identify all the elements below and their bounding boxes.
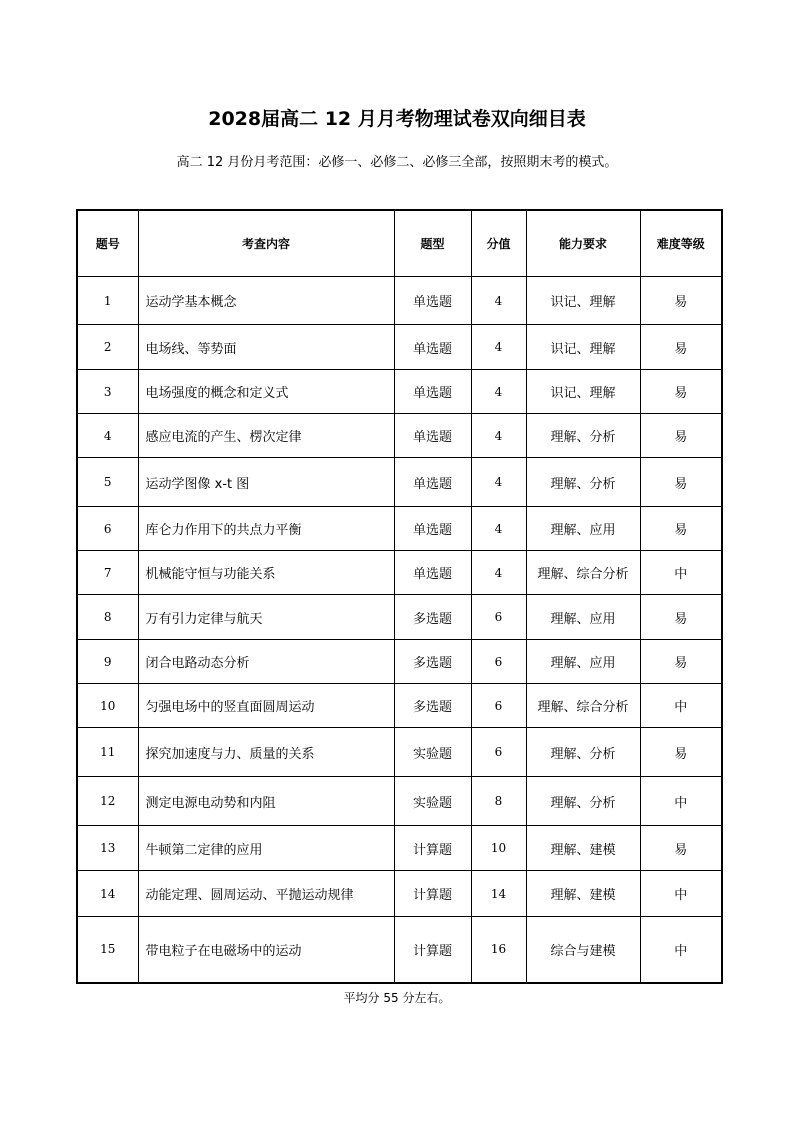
exam-scope-note: 高二 12 月份月考范围：必修一、必修二、必修三全部，按照期末考的模式。 <box>176 155 618 170</box>
table-row <box>77 684 722 728</box>
cell-difficulty: 易 <box>640 277 722 325</box>
table-row <box>77 277 722 325</box>
cell-content: 带电粒子在电磁场中的运动 <box>138 917 394 983</box>
cell-question-number: 6 <box>77 507 138 551</box>
cell-ability: 综合与建模 <box>526 917 640 983</box>
cell-question-type: 多选题 <box>394 640 471 684</box>
cell-ability: 理解、分析 <box>526 458 640 507</box>
cell-score: 6 <box>471 640 526 684</box>
cell-question-type: 实验题 <box>394 728 471 777</box>
cell-score: 14 <box>471 871 526 917</box>
header-score: 分值 <box>471 210 526 277</box>
cell-question-type: 单选题 <box>394 414 471 458</box>
cell-ability: 识记、理解 <box>526 325 640 370</box>
cell-content: 感应电流的产生、楞次定律 <box>138 414 394 458</box>
cell-difficulty: 易 <box>640 325 722 370</box>
cell-difficulty: 易 <box>640 507 722 551</box>
cell-question-number: 5 <box>77 458 138 507</box>
cell-question-type: 单选题 <box>394 458 471 507</box>
table-row <box>77 414 722 458</box>
cell-question-type: 实验题 <box>394 777 471 826</box>
cell-question-number: 15 <box>77 917 138 983</box>
cell-score: 6 <box>471 595 526 640</box>
cell-question-type: 计算题 <box>394 826 471 871</box>
cell-ability: 理解、综合分析 <box>526 551 640 595</box>
cell-content: 探究加速度与力、质量的关系 <box>138 728 394 777</box>
cell-ability: 理解、建模 <box>526 871 640 917</box>
cell-score: 4 <box>471 507 526 551</box>
cell-score: 4 <box>471 325 526 370</box>
cell-ability: 理解、综合分析 <box>526 684 640 728</box>
cell-question-type: 单选题 <box>394 277 471 325</box>
cell-ability: 理解、应用 <box>526 640 640 684</box>
cell-content: 电场强度的概念和定义式 <box>138 370 394 414</box>
cell-content: 运动学图像 x-t 图 <box>138 458 394 507</box>
table-row <box>77 777 722 826</box>
cell-content: 闭合电路动态分析 <box>138 640 394 684</box>
cell-question-type: 单选题 <box>394 551 471 595</box>
cell-question-number: 14 <box>77 871 138 917</box>
header-ability: 能力要求 <box>526 210 640 277</box>
cell-score: 16 <box>471 917 526 983</box>
cell-score: 4 <box>471 277 526 325</box>
table-row <box>77 507 722 551</box>
header-content: 考查内容 <box>138 210 394 277</box>
cell-question-number: 4 <box>77 414 138 458</box>
table-row <box>77 551 722 595</box>
cell-question-number: 3 <box>77 370 138 414</box>
cell-content: 测定电源电动势和内阻 <box>138 777 394 826</box>
cell-score: 4 <box>471 414 526 458</box>
header-question-type: 题型 <box>394 210 471 277</box>
cell-difficulty: 中 <box>640 551 722 595</box>
cell-question-number: 10 <box>77 684 138 728</box>
cell-difficulty: 易 <box>640 458 722 507</box>
cell-score: 4 <box>471 551 526 595</box>
cell-ability: 理解、分析 <box>526 777 640 826</box>
cell-ability: 理解、建模 <box>526 826 640 871</box>
table-row <box>77 871 722 917</box>
cell-difficulty: 中 <box>640 917 722 983</box>
cell-score: 6 <box>471 728 526 777</box>
cell-difficulty: 易 <box>640 370 722 414</box>
table-row <box>77 826 722 871</box>
cell-question-type: 单选题 <box>394 507 471 551</box>
cell-difficulty: 易 <box>640 414 722 458</box>
cell-score: 6 <box>471 684 526 728</box>
cell-question-number: 12 <box>77 777 138 826</box>
cell-question-type: 计算题 <box>394 871 471 917</box>
cell-ability: 理解、应用 <box>526 507 640 551</box>
table-row <box>77 458 722 507</box>
cell-difficulty: 易 <box>640 640 722 684</box>
cell-difficulty: 中 <box>640 871 722 917</box>
cell-question-type: 多选题 <box>394 684 471 728</box>
document-title: 2028届高二 12 月月考物理试卷双向细目表 <box>208 108 586 130</box>
cell-ability: 识记、理解 <box>526 370 640 414</box>
cell-score: 10 <box>471 826 526 871</box>
cell-content: 牛顿第二定律的应用 <box>138 826 394 871</box>
cell-question-number: 11 <box>77 728 138 777</box>
cell-content: 动能定理、圆周运动、平抛运动规律 <box>138 871 394 917</box>
cell-content: 万有引力定律与航天 <box>138 595 394 640</box>
table-row <box>77 640 722 684</box>
cell-difficulty: 中 <box>640 684 722 728</box>
header-difficulty: 难度等级 <box>640 210 722 277</box>
specification-table <box>76 209 723 984</box>
cell-ability: 理解、分析 <box>526 414 640 458</box>
cell-question-number: 2 <box>77 325 138 370</box>
cell-question-number: 9 <box>77 640 138 684</box>
cell-difficulty: 易 <box>640 728 722 777</box>
cell-question-number: 13 <box>77 826 138 871</box>
cell-question-number: 8 <box>77 595 138 640</box>
cell-content: 电场线、等势面 <box>138 325 394 370</box>
table-header-row <box>77 210 722 277</box>
cell-difficulty: 中 <box>640 777 722 826</box>
cell-question-number: 1 <box>77 277 138 325</box>
table-row <box>77 728 722 777</box>
cell-ability: 识记、理解 <box>526 277 640 325</box>
cell-score: 8 <box>471 777 526 826</box>
cell-content: 匀强电场中的竖直面圆周运动 <box>138 684 394 728</box>
cell-question-type: 计算题 <box>394 917 471 983</box>
average-score-note: 平均分 55 分左右。 <box>343 991 451 1005</box>
cell-question-type: 单选题 <box>394 370 471 414</box>
cell-difficulty: 易 <box>640 595 722 640</box>
cell-ability: 理解、应用 <box>526 595 640 640</box>
cell-content: 机械能守恒与功能关系 <box>138 551 394 595</box>
table-row <box>77 595 722 640</box>
cell-score: 4 <box>471 458 526 507</box>
table-row <box>77 325 722 370</box>
cell-question-number: 7 <box>77 551 138 595</box>
table-body <box>77 277 722 983</box>
cell-question-type: 单选题 <box>394 325 471 370</box>
cell-score: 4 <box>471 370 526 414</box>
header-question-number: 题号 <box>77 210 138 277</box>
cell-difficulty: 易 <box>640 826 722 871</box>
cell-content: 库仑力作用下的共点力平衡 <box>138 507 394 551</box>
table-row <box>77 370 722 414</box>
cell-question-type: 多选题 <box>394 595 471 640</box>
cell-content: 运动学基本概念 <box>138 277 394 325</box>
cell-ability: 理解、分析 <box>526 728 640 777</box>
table-row <box>77 917 722 983</box>
